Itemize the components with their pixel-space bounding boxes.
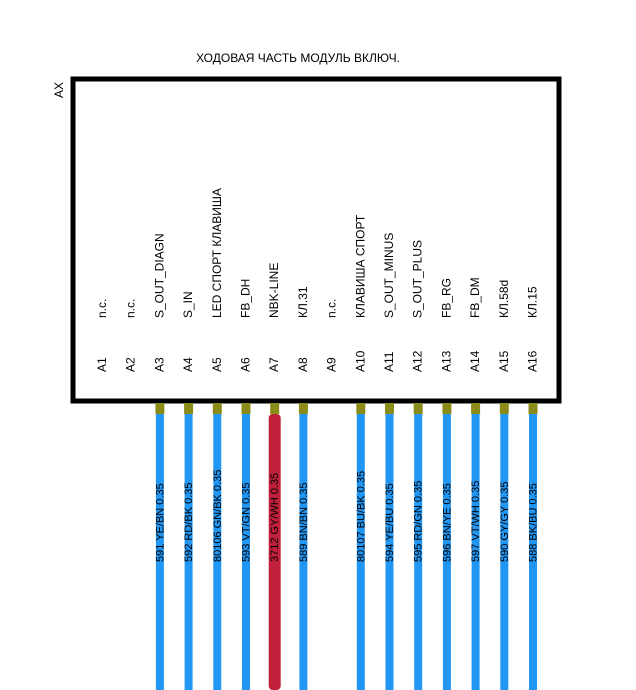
wire-label: 588 BK/BU 0.35	[527, 483, 540, 562]
pin-label: A8	[295, 357, 310, 372]
wire-label: 592 RD/BK 0.35	[183, 482, 196, 562]
pin-signal-label: S_OUT_PLUS	[410, 239, 425, 318]
wire-label: 590 GY/GY 0.35	[498, 481, 511, 562]
terminal-ferrule	[500, 403, 509, 414]
wire-label: 80107 BU/BK 0.35	[355, 470, 368, 562]
wire-label: 591 YE/BN 0.35	[154, 483, 167, 562]
wire-label: 589 BN/BN 0.35	[297, 482, 310, 562]
terminal-ferrule	[529, 403, 538, 414]
pin-signal-label: LED СПОРТ КЛАВИША	[209, 188, 224, 318]
pin-signal-label: FB_RG	[439, 277, 454, 318]
pin-signal-label: КЛ.31	[295, 286, 310, 318]
pin-label: A6	[238, 357, 253, 372]
pin-label: A16	[525, 350, 540, 372]
pin-label: A11	[382, 351, 396, 372]
terminal-ferrule	[385, 403, 394, 414]
wire-label: 595 RD/GN 0.35	[412, 480, 425, 562]
terminal-ferrule	[213, 403, 222, 414]
terminal-ferrule	[242, 403, 251, 414]
terminal-ferrule	[471, 403, 480, 414]
terminal-ferrule	[270, 403, 279, 414]
terminal-ferrule	[184, 403, 193, 414]
pin-label: A10	[353, 350, 368, 372]
pin-label: A2	[123, 357, 138, 372]
pin-signal-label: КЛ.58d	[496, 279, 511, 318]
wire-label: 597 VT/WH 0.35	[470, 480, 483, 562]
wires-layer	[154, 403, 539, 690]
pin-label: A5	[209, 357, 224, 372]
module-designator: AX	[52, 81, 66, 98]
pin-signal-label: n.c.	[123, 298, 138, 318]
pin-label: A3	[152, 357, 167, 372]
terminal-ferrule	[414, 403, 423, 414]
pin-signal-label: n.c.	[95, 298, 109, 318]
wire-label: 3712 GY/WH 0.35	[269, 472, 282, 562]
pin-label: A13	[439, 350, 454, 372]
pin-signal-label: FB_DH	[238, 278, 253, 318]
wire-label: 594 YE/BU 0.35	[384, 483, 396, 562]
pin-label: A1	[95, 357, 109, 372]
pin-label: A7	[267, 357, 282, 372]
pin-label: A9	[324, 357, 339, 372]
pin-signal-label: FB_DM	[468, 277, 483, 318]
module-title: ХОДОВАЯ ЧАСТЬ МОДУЛЬ ВКЛЮЧ.	[196, 51, 400, 65]
pins-layer	[95, 188, 540, 372]
pin-signal-label: S_IN	[181, 291, 196, 318]
pin-signal-label: S_OUT_DIAGN	[152, 233, 167, 318]
terminal-ferrule	[442, 403, 451, 414]
wire-label: 593 VT/GN 0.35	[240, 482, 253, 562]
pin-label: A14	[468, 350, 483, 372]
pin-signal-label: NBK-LINE	[267, 262, 282, 318]
pin-signal-label: S_OUT_MINUS	[382, 232, 396, 318]
pin-signal-label: КЛАВИША СПОРТ	[353, 214, 368, 318]
terminal-ferrule	[299, 403, 308, 414]
terminal-ferrule	[356, 403, 365, 414]
pin-label: A4	[181, 357, 196, 372]
module-box	[73, 79, 559, 401]
wire-label: 80106 GN/BK 0.35	[211, 469, 224, 562]
pin-label: A12	[410, 350, 425, 372]
pin-signal-label: n.c.	[324, 298, 339, 318]
terminal-ferrule	[155, 403, 164, 414]
pin-signal-label: КЛ.15	[525, 286, 540, 318]
wire-label: 596 BN/YE 0.35	[441, 483, 454, 562]
pin-label: A15	[496, 350, 511, 372]
